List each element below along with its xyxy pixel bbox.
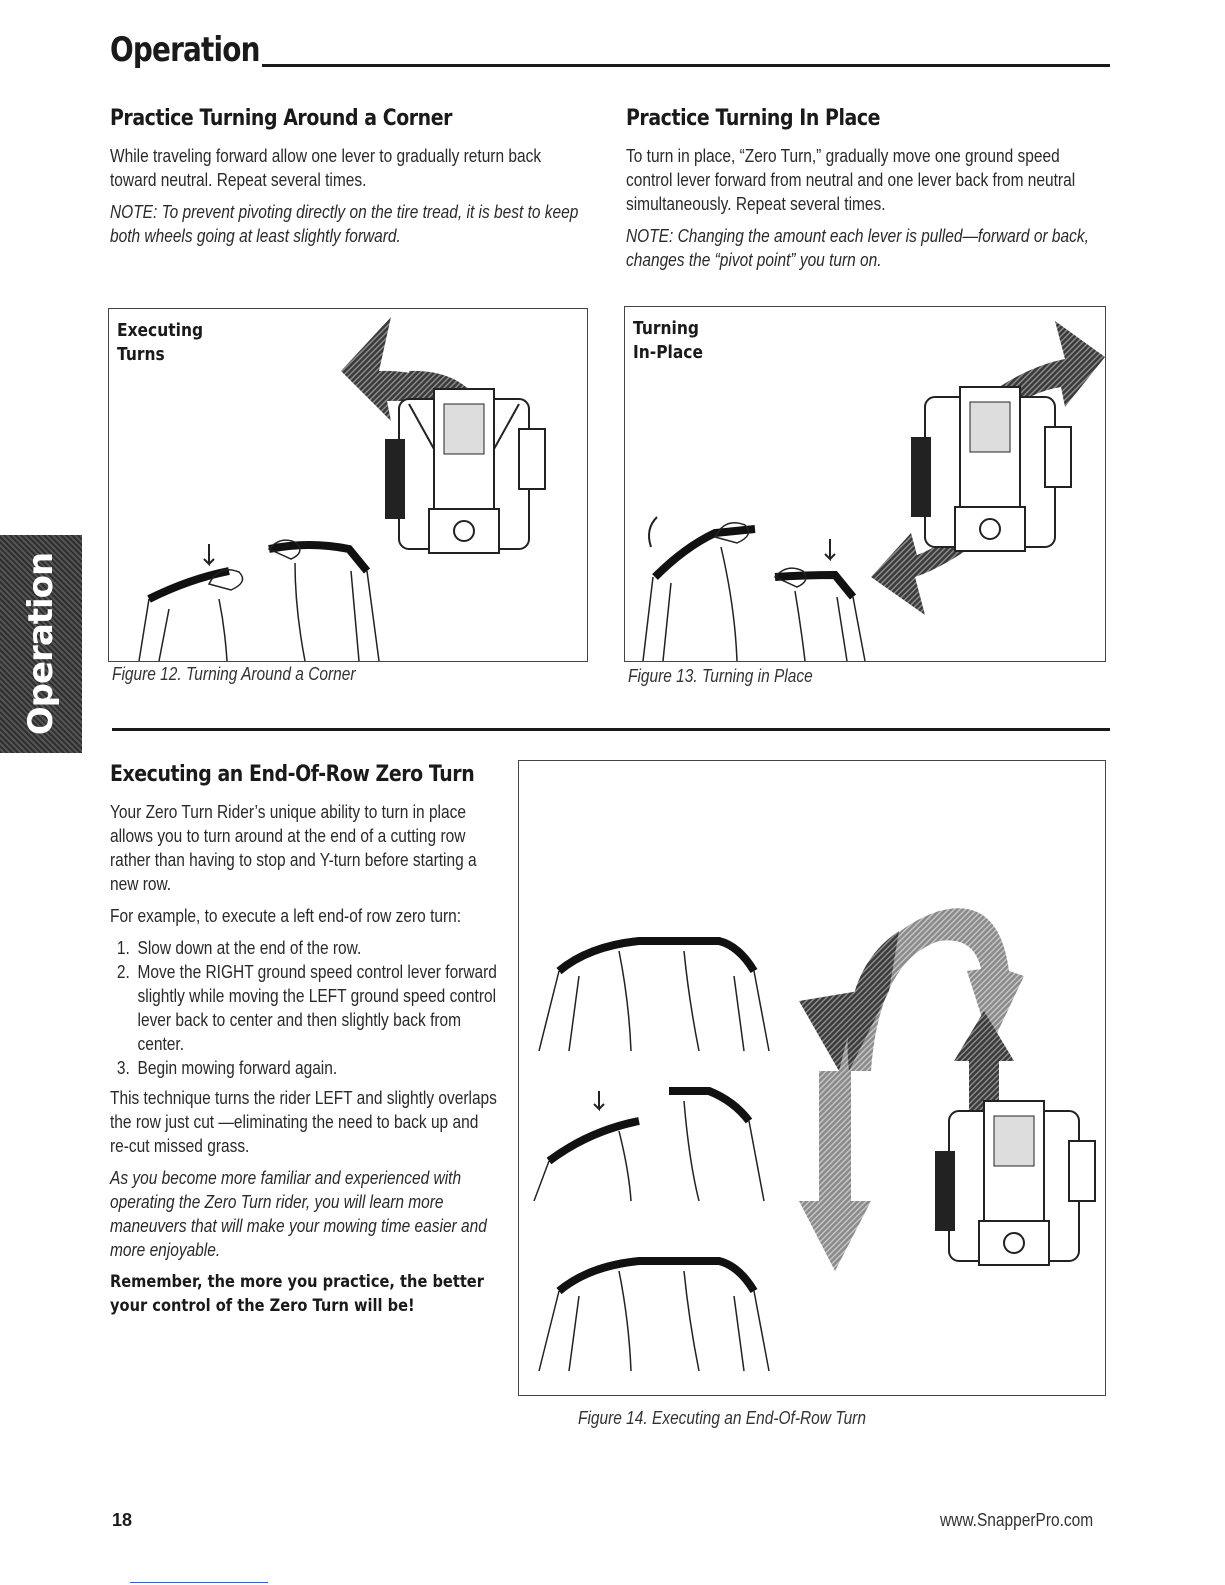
section-title-endrow: Executing an End-Of-Row Zero Turn bbox=[110, 762, 475, 787]
figure-12-caption: Figure 12. Turning Around a Corner bbox=[112, 664, 356, 684]
section-corner-body: While traveling forward allow one lever to gradually return back toward neutral. Repeat several times. bbox=[110, 146, 542, 190]
side-tab-label: Operation bbox=[21, 552, 61, 736]
mower-top-view bbox=[385, 389, 545, 553]
mower-top-view bbox=[935, 1101, 1095, 1265]
side-tab bbox=[0, 535, 82, 753]
figure-13 bbox=[624, 306, 1106, 662]
step-item: 1. Slow down at the end of the row. bbox=[134, 936, 501, 960]
figure-12-label: Executing Turns bbox=[117, 320, 204, 365]
lever-hands bbox=[643, 517, 865, 661]
section-divider bbox=[112, 728, 1110, 731]
figure-13-label: Turning In-Place bbox=[633, 318, 703, 363]
figure-14-caption: Figure 14. Executing an End-Of-Row Turn bbox=[578, 1408, 866, 1428]
page-title: Operation bbox=[110, 30, 260, 70]
section-endrow-text bbox=[110, 800, 501, 1326]
section-title-inplace: Practice Turning In Place bbox=[626, 106, 881, 131]
steps-list bbox=[110, 936, 501, 1080]
section-corner-note: NOTE: To prevent pivoting directly on the tire tread, it is best to keep both wheels going at least slightly forward. bbox=[110, 202, 579, 246]
section-inplace-note: NOTE: Changing the amount each lever is pulled—forward or back, changes the “pivot point” you turn on. bbox=[626, 226, 1089, 270]
bottom-link-underline bbox=[130, 1582, 268, 1583]
figure-14 bbox=[518, 760, 1106, 1396]
figure-12-illustration bbox=[109, 309, 587, 661]
lever-hands bbox=[139, 540, 379, 661]
page-number: 18 bbox=[112, 1510, 133, 1530]
figure-14-illustration bbox=[519, 761, 1105, 1395]
reverse-arrow bbox=[799, 1071, 871, 1271]
section-endrow-technique: This technique turns the rider LEFT and slightly overlaps the row just cut —eliminating the need to back up and re-cut missed grass. bbox=[110, 1088, 497, 1156]
lever-hands-row3 bbox=[539, 1261, 769, 1371]
section-endrow-remember: Remember, the more you practice, the better your control of the Zero Turn will be! bbox=[110, 1272, 484, 1316]
header-rule bbox=[262, 64, 1110, 67]
lever-hands-row2 bbox=[534, 1091, 764, 1201]
section-endrow-intro: Your Zero Turn Rider’s unique ability to turn in place allows you to turn around at the end of a cutting row rather than having to stop and Y-turn before starting a new row. bbox=[110, 802, 477, 894]
section-endrow-familiar: As you become more familiar and experienced with operating the Zero Turn rider, you will learn more maneuvers that will make your mowing time easier and more enjoyable. bbox=[110, 1168, 487, 1260]
step-item: 2. Move the RIGHT ground speed control lever forward slightly while moving the LEFT ground speed control lever back to center and then slightly back from center. bbox=[134, 960, 501, 1056]
section-corner-text bbox=[110, 144, 592, 256]
mower-top-view bbox=[911, 387, 1071, 551]
section-inplace-body: To turn in place, “Zero Turn,” gradually move one ground speed control lever forward from neutral and one lever back from neutral simultaneously. Repeat several times. bbox=[626, 146, 1076, 214]
step-item: 3. Begin mowing forward again. bbox=[134, 1056, 501, 1080]
footer-url[interactable]: www.SnapperPro.com bbox=[940, 1510, 1094, 1530]
lever-hands-row1 bbox=[539, 941, 769, 1051]
figure-13-illustration bbox=[625, 307, 1105, 661]
figure-13-caption: Figure 13. Turning in Place bbox=[628, 666, 813, 686]
section-title-corner: Practice Turning Around a Corner bbox=[110, 106, 453, 131]
section-inplace-text bbox=[626, 144, 1108, 280]
section-endrow-example: For example, to execute a left end-of row zero turn: bbox=[110, 906, 462, 926]
figure-12 bbox=[108, 308, 588, 662]
